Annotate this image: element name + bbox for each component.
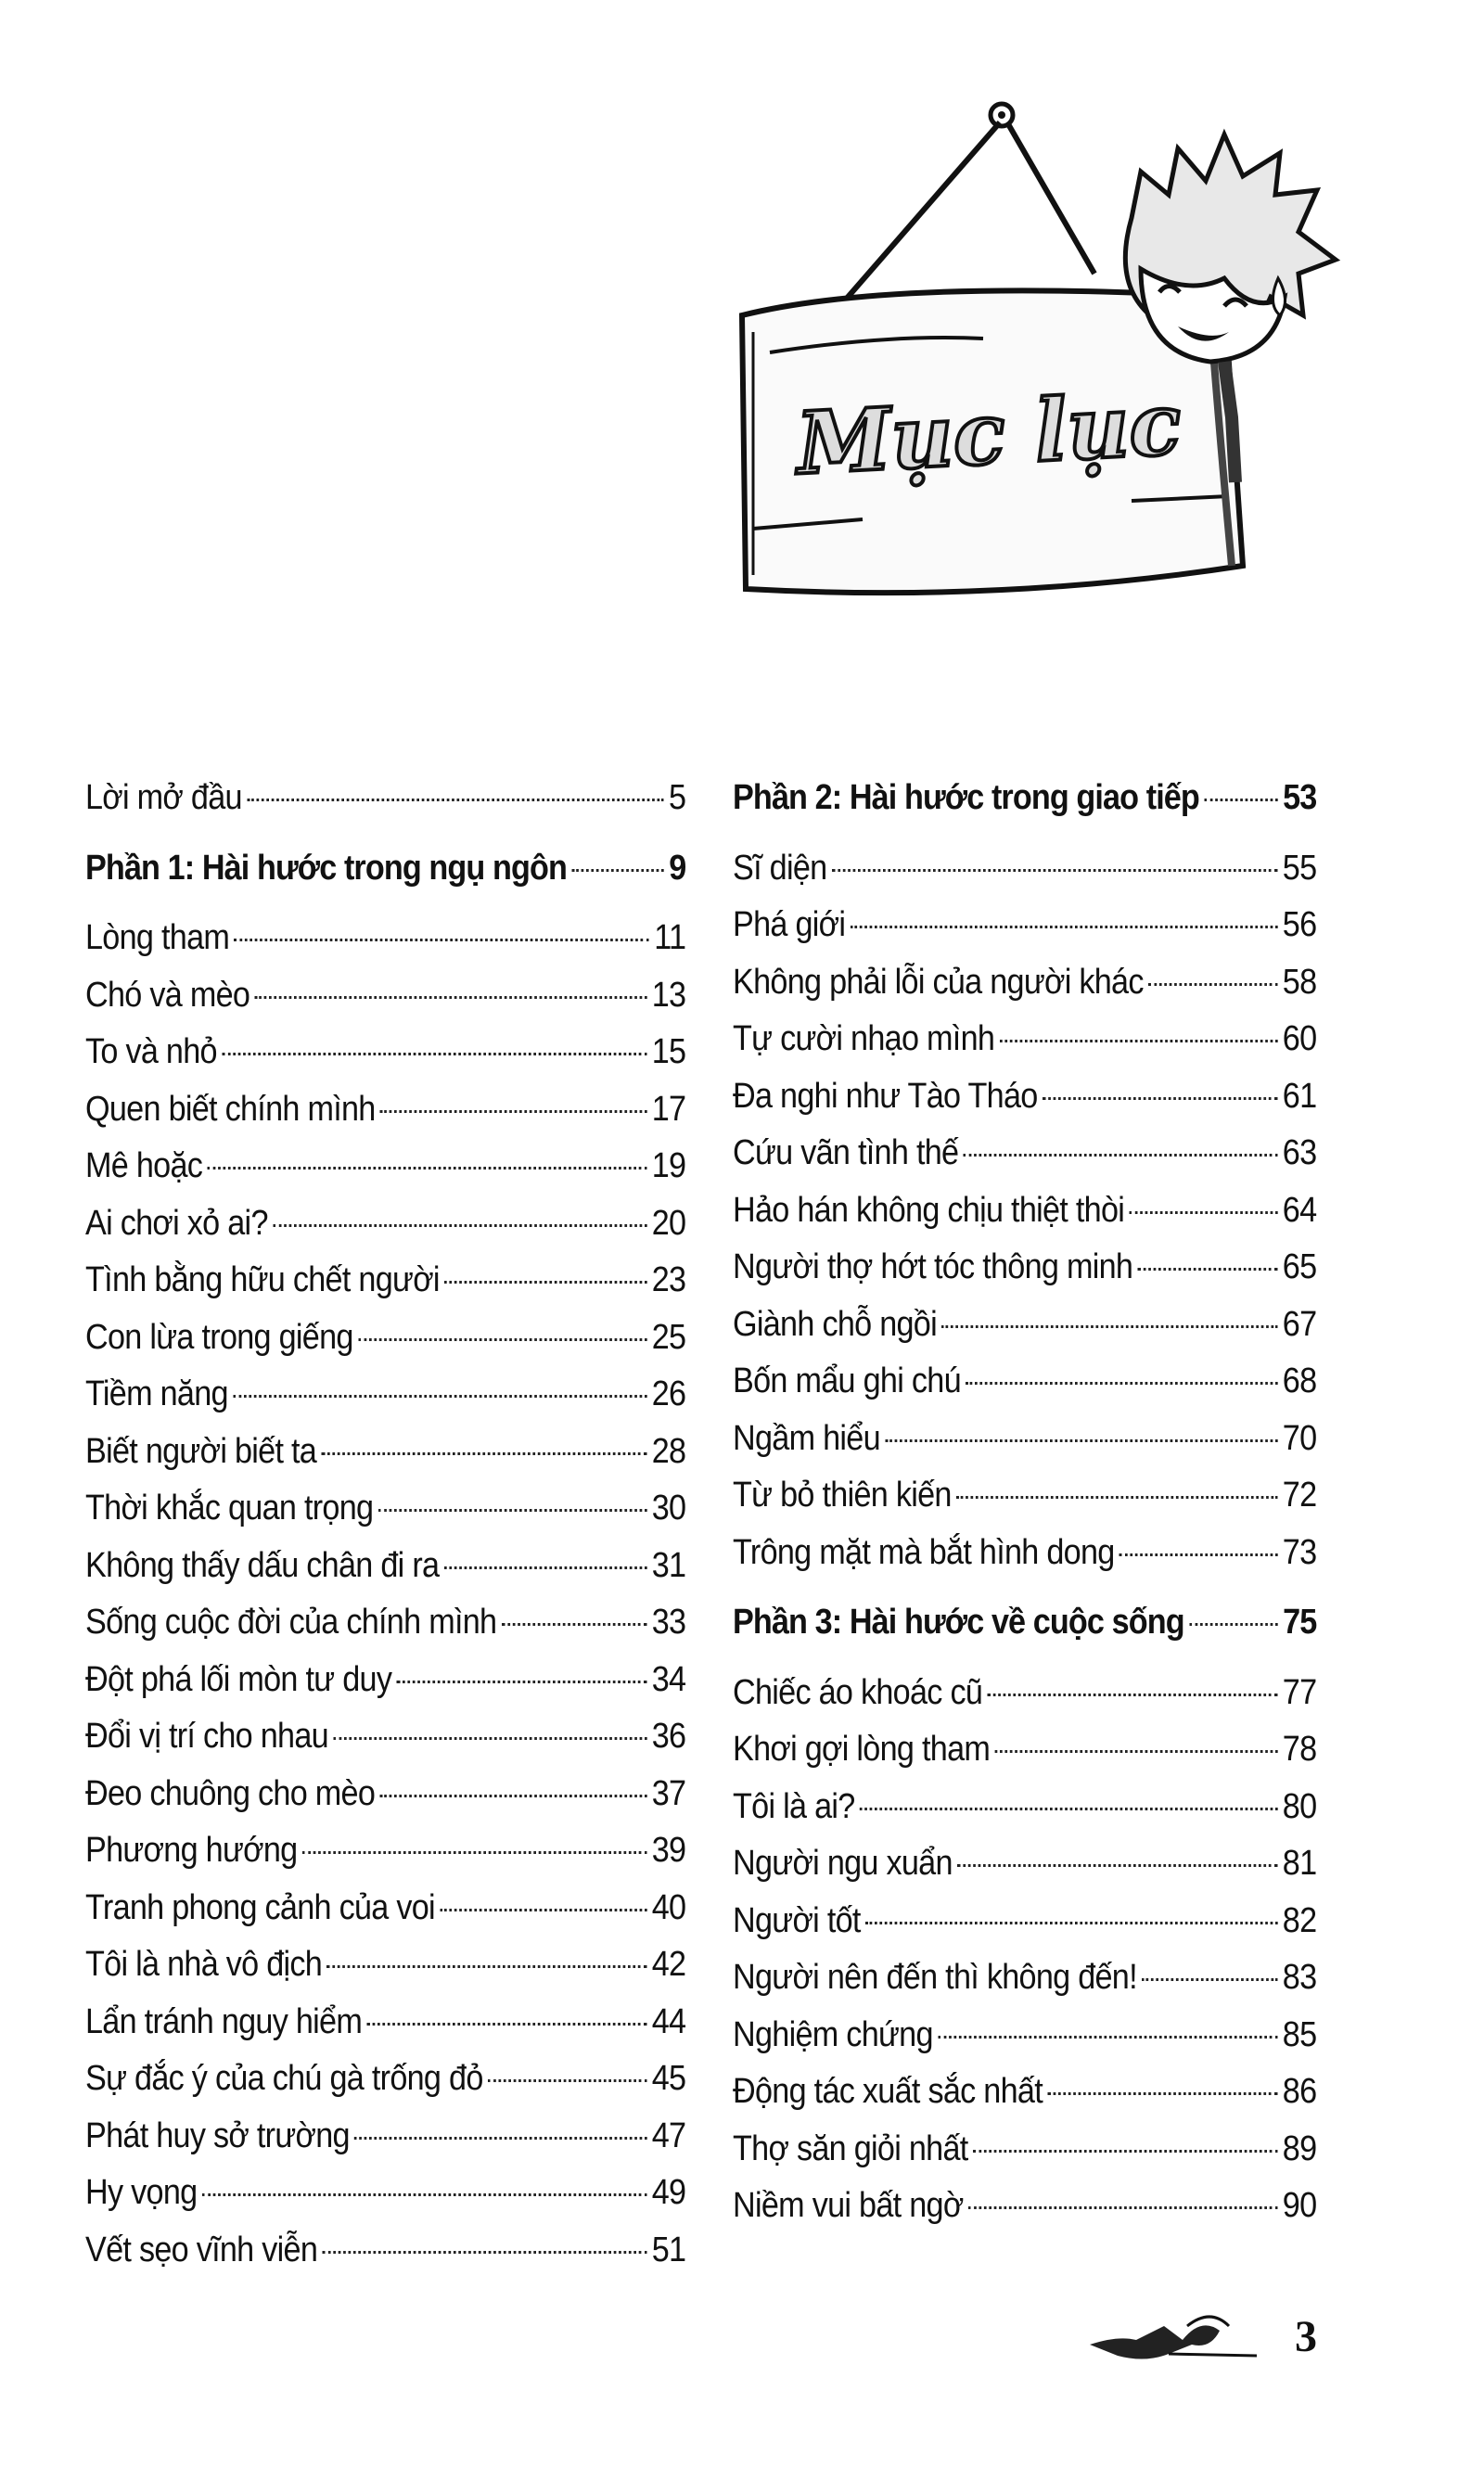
dot-leader <box>202 2193 647 2196</box>
toc-entry-title: Con lừa trong giếng <box>85 1317 353 1357</box>
toc-entry <box>733 1011 1316 1068</box>
dot-leader <box>444 1281 646 1284</box>
toc-entry <box>733 1835 1316 1893</box>
toc-entry-title: Biết người biết ta <box>85 1431 317 1471</box>
toc-entry-page: 56 <box>1282 905 1317 944</box>
toc-entry-page: 64 <box>1282 1190 1317 1230</box>
toc-entry-page: 55 <box>1282 848 1317 888</box>
dot-leader <box>865 1922 1277 1924</box>
dot-leader <box>1047 2092 1277 2095</box>
toc-entry <box>85 1538 685 1595</box>
toc-entry-title: Nghiệm chứng <box>733 2014 933 2054</box>
toc-entry-title: Sống cuộc đời của chính mình <box>85 1603 497 1642</box>
toc-entry-title: Phát huy sở trường <box>85 2115 350 2155</box>
toc-entry-page: 51 <box>651 2230 686 2269</box>
toc-entry-page: 39 <box>651 1831 686 1870</box>
toc-entry-page: 77 <box>1282 1672 1317 1712</box>
toc-entry-page: 80 <box>1282 1786 1317 1826</box>
toc-entry <box>733 1125 1316 1182</box>
sign-title: Mục lục <box>794 373 1184 494</box>
toc-entry-title: Phá giới <box>733 905 846 944</box>
toc-entry-page: 42 <box>651 1945 686 1984</box>
toc-entry <box>85 1081 685 1139</box>
toc-entry-page: 36 <box>651 1717 686 1756</box>
toc-entry <box>733 1721 1316 1779</box>
dot-leader <box>968 2206 1277 2209</box>
dot-leader <box>995 1750 1278 1753</box>
toc-entry-title: Tiềm năng <box>85 1374 228 1413</box>
toc-entry-page: 89 <box>1282 2128 1317 2168</box>
toc-entry-page: 5 <box>669 778 686 817</box>
toc-entry-title: Từ bỏ thiên kiến <box>733 1476 952 1515</box>
toc-entry-title: Động tác xuất sắc nhất <box>733 2072 1043 2111</box>
dot-leader <box>222 1053 646 1055</box>
toc-entry-title: Người thợ hớt tóc thông minh <box>733 1247 1133 1286</box>
toc-entry-page: 65 <box>1282 1247 1317 1286</box>
toc-entry-title: Tự cười nhạo mình <box>733 1019 995 1058</box>
toc-entry <box>85 1424 685 1481</box>
toc-entry-title: Không thấy dấu chân đi ra <box>85 1545 440 1585</box>
toc-entry <box>85 1366 685 1424</box>
toc-entry-page: 85 <box>1282 2014 1317 2054</box>
toc-entry <box>85 2051 685 2108</box>
dot-leader <box>1142 1978 1277 1981</box>
dot-leader <box>327 1965 647 1968</box>
toc-entry-page: 83 <box>1282 1958 1317 1997</box>
dot-leader <box>323 2251 647 2254</box>
toc-entry-title: Tôi là ai? <box>733 1786 855 1826</box>
toc-column-left <box>85 770 686 2279</box>
toc-entry-title: Hy vọng <box>85 2173 198 2212</box>
dot-leader <box>235 939 649 941</box>
dot-leader <box>255 996 647 999</box>
toc-entry <box>85 1708 685 1766</box>
toc-entry-title: Đeo chuông cho mèo <box>85 1773 376 1813</box>
toc-section-heading <box>733 770 1316 827</box>
toc-entry-title: Người nên đến thì không đến! <box>733 1958 1137 1997</box>
toc-entry-page: 61 <box>1282 1076 1317 1116</box>
toc-entry-title: Lẩn tránh nguy hiểm <box>85 2001 363 2041</box>
dot-leader <box>367 2023 647 2026</box>
toc-entry-title: Cứu vãn tình thế <box>733 1133 959 1172</box>
toc-entry-title: Chiếc áo khoác cũ <box>733 1672 983 1712</box>
toc-entry <box>85 1310 685 1367</box>
dot-leader <box>973 2150 1277 2153</box>
toc-entry <box>85 1594 685 1652</box>
toc-entry-title: Bốn mẩu ghi chú <box>733 1361 961 1400</box>
toc-entry <box>733 2121 1316 2179</box>
toc-entry <box>733 1239 1316 1297</box>
toc-entry-page: 11 <box>654 918 686 957</box>
toc-entry-page: 68 <box>1282 1361 1317 1400</box>
toc-entry-page: 33 <box>651 1603 686 1642</box>
toc-entry-page: 86 <box>1282 2072 1317 2111</box>
toc-entry <box>85 1138 685 1195</box>
toc-entry-page: 63 <box>1282 1133 1317 1172</box>
toc-entry-title: Lòng tham <box>85 918 230 957</box>
toc-entry-title: Đột phá lối mòn tư duy <box>85 1659 392 1699</box>
toc-entry <box>85 2165 685 2222</box>
toc-entry <box>85 2222 685 2280</box>
toc-entry-page: 75 <box>1283 1603 1317 1642</box>
toc-entry-title: Ai chơi xỏ ai? <box>85 1203 268 1243</box>
toc-entry-title: Sĩ diện <box>733 848 827 888</box>
dot-leader <box>966 1382 1277 1385</box>
sign-illustration <box>705 83 1373 621</box>
toc-entry-page: 30 <box>651 1489 686 1527</box>
toc-entry-title: Phần 1: Hài hước trong ngụ ngôn <box>85 848 567 888</box>
toc-entry <box>733 1467 1316 1525</box>
toc-entry-title: Chó và mèo <box>85 975 250 1015</box>
dot-leader <box>440 1909 646 1911</box>
toc-entry-title: Thời khắc quan trọng <box>85 1489 374 1527</box>
toc-entry-page: 28 <box>651 1431 686 1471</box>
toc-entry-page: 34 <box>651 1659 686 1699</box>
toc-entry <box>85 770 685 827</box>
toc-entry-page: 20 <box>651 1203 686 1243</box>
toc-entry-page: 44 <box>651 2001 686 2041</box>
toc-entry <box>733 954 1316 1012</box>
toc-entry-title: Mê hoặc <box>85 1146 203 1185</box>
toc-entry-page: 72 <box>1282 1476 1317 1515</box>
toc-entry-title: Tình bằng hữu chết người <box>85 1260 440 1299</box>
toc-entry-page: 70 <box>1282 1418 1317 1458</box>
toc-entry <box>85 1252 685 1310</box>
pen-doodle <box>1081 2298 1266 2372</box>
toc-entry-title: Đổi vị trí cho nhau <box>85 1717 328 1756</box>
dot-leader <box>1043 1097 1277 1100</box>
toc-entry-page: 49 <box>651 2173 686 2212</box>
toc-entry <box>85 1024 685 1081</box>
toc-entry <box>85 1822 685 1880</box>
toc-section-heading <box>85 840 685 898</box>
dot-leader <box>397 1681 647 1683</box>
toc-entry <box>85 1195 685 1253</box>
dot-leader <box>885 1439 1277 1442</box>
toc-entry <box>733 1353 1316 1411</box>
dot-leader <box>1148 983 1277 986</box>
dot-leader <box>957 1864 1277 1867</box>
toc-entry-page: 13 <box>651 975 686 1015</box>
toc-entry-page: 82 <box>1282 1900 1317 1940</box>
toc-entry <box>733 2178 1316 2235</box>
toc-entry <box>733 1182 1316 1240</box>
dot-leader <box>1000 1040 1278 1042</box>
toc-entry-page: 67 <box>1282 1304 1317 1344</box>
toc-entry-page: 47 <box>651 2115 686 2155</box>
dot-leader <box>938 2036 1277 2039</box>
toc-entry <box>85 2108 685 2166</box>
toc-entry-page: 58 <box>1282 962 1317 1002</box>
toc-entry-title: Người tốt <box>733 1900 861 1940</box>
dot-leader <box>1204 799 1277 801</box>
dot-leader <box>354 2137 646 2140</box>
toc-entry <box>733 2064 1316 2121</box>
toc-entry-title: Phương hướng <box>85 1831 298 1870</box>
dot-leader <box>571 869 663 872</box>
dot-leader <box>302 1851 646 1854</box>
toc-entry-title: Khơi gợi lòng tham <box>733 1730 991 1769</box>
toc-entry <box>733 1893 1316 1950</box>
toc-entry <box>85 1652 685 1709</box>
toc-entry-page: 81 <box>1282 1844 1317 1883</box>
toc-entry <box>733 1665 1316 1722</box>
toc-column-right <box>733 770 1317 2235</box>
dot-leader <box>964 1154 1278 1157</box>
dot-leader <box>1138 1268 1278 1271</box>
dot-leader <box>247 799 663 801</box>
dot-leader <box>333 1737 646 1740</box>
toc-entry <box>733 1411 1316 1468</box>
dot-leader <box>1189 1623 1278 1626</box>
dot-leader <box>380 1795 647 1797</box>
toc-entry <box>733 1949 1316 2007</box>
toc-entry-page: 37 <box>651 1773 686 1813</box>
toc-entry-page: 73 <box>1282 1532 1317 1572</box>
toc-entry-page: 53 <box>1283 778 1317 817</box>
page-number: 3 <box>1295 2312 1317 2361</box>
toc-entry-title: To và nhỏ <box>85 1032 217 1071</box>
toc-entry-page: 19 <box>651 1146 686 1185</box>
toc-entry-page: 60 <box>1282 1019 1317 1058</box>
dot-leader <box>488 2079 646 2082</box>
toc-entry-page: 17 <box>651 1089 686 1129</box>
toc-entry-title: Quen biết chính mình <box>85 1089 376 1129</box>
toc-entry <box>733 1068 1316 1126</box>
toc-entry-title: Giành chỗ ngồi <box>733 1304 937 1344</box>
toc-entry-title: Trông mặt mà bắt hình dong <box>733 1532 1115 1572</box>
dot-leader <box>988 1694 1278 1696</box>
dot-leader <box>851 926 1278 928</box>
toc-entry-title: Lời mở đầu <box>85 778 242 817</box>
toc-entry <box>733 1297 1316 1354</box>
toc-entry-page: 40 <box>651 1887 686 1927</box>
toc-entry-page: 26 <box>651 1374 686 1413</box>
toc-entry-title: Phần 2: Hài hước trong giao tiếp <box>733 778 1199 817</box>
toc-entry <box>733 2007 1316 2064</box>
toc-entry-title: Người ngu xuẩn <box>733 1844 953 1883</box>
toc-entry-title: Phần 3: Hài hước về cuộc sống <box>733 1603 1184 1642</box>
toc-section-heading <box>733 1594 1316 1652</box>
toc-entry-title: Không phải lỗi của người khác <box>733 962 1144 1002</box>
toc-entry-page: 31 <box>651 1545 686 1585</box>
dot-leader <box>380 1110 646 1113</box>
toc-entry-title: Tôi là nhà vô địch <box>85 1945 323 1984</box>
toc-entry <box>85 1994 685 2052</box>
dot-leader <box>444 1566 647 1569</box>
dot-leader <box>358 1338 646 1341</box>
dot-leader <box>322 1452 647 1455</box>
toc-entry-page: 45 <box>651 2059 686 2098</box>
toc-entry-title: Thợ săn giỏi nhất <box>733 2128 968 2168</box>
dot-leader <box>956 1496 1277 1499</box>
toc-entry <box>733 1525 1316 1582</box>
dot-leader <box>860 1808 1277 1810</box>
dot-leader <box>273 1224 646 1227</box>
toc-entry <box>733 840 1316 898</box>
toc-entry <box>85 1880 685 1937</box>
toc-entry-page: 78 <box>1282 1730 1317 1769</box>
toc-entry <box>733 897 1316 954</box>
toc-entry-title: Hảo hán không chịu thiệt thòi <box>733 1190 1125 1230</box>
toc-entry-page: 25 <box>651 1317 686 1357</box>
toc-entry-page: 90 <box>1282 2186 1317 2225</box>
toc-entry-title: Niềm vui bất ngờ <box>733 2186 964 2225</box>
toc-entry <box>733 1779 1316 1836</box>
dot-leader <box>378 1509 647 1512</box>
toc-entry <box>85 910 685 967</box>
dot-leader <box>208 1167 647 1170</box>
toc-entry-title: Đa nghi như Tào Tháo <box>733 1076 1038 1116</box>
toc-entry <box>85 1480 685 1538</box>
toc-entry <box>85 1766 685 1823</box>
dot-leader <box>1119 1553 1277 1556</box>
toc-entry-page: 9 <box>669 848 686 888</box>
toc-entry <box>85 1937 685 1994</box>
dot-leader <box>233 1395 646 1398</box>
dot-leader <box>941 1325 1277 1328</box>
toc-entry-page: 15 <box>651 1032 686 1071</box>
toc-entry-title: Ngầm hiểu <box>733 1418 880 1458</box>
toc-entry-title: Tranh phong cảnh của voi <box>85 1887 435 1927</box>
toc-entry-page: 23 <box>651 1260 686 1299</box>
dot-leader <box>1130 1211 1278 1214</box>
toc-entry-title: Sự đắc ý của chú gà trống đỏ <box>85 2059 483 2098</box>
toc-entry-title: Vết sẹo vĩnh viễn <box>85 2230 318 2269</box>
dot-leader <box>832 869 1278 872</box>
dot-leader <box>502 1623 647 1626</box>
toc-entry <box>85 967 685 1025</box>
